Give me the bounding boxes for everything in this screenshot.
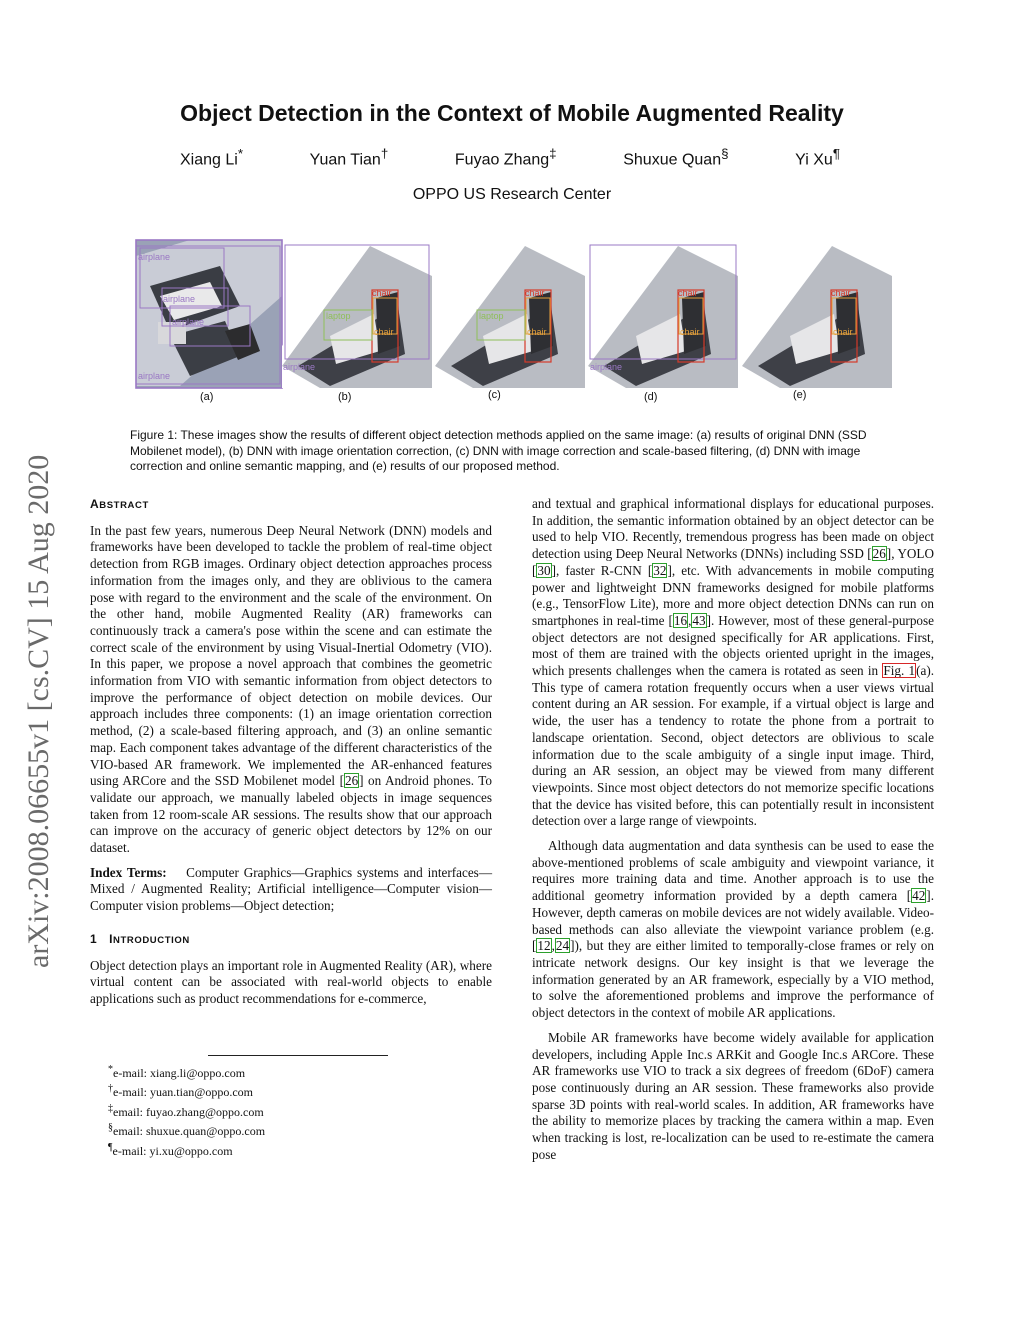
detection-label: chair	[833, 327, 853, 337]
detection-label: chair	[831, 288, 851, 298]
footnotes	[90, 1055, 492, 1159]
figure-reference-link[interactable]: Fig. 1	[883, 663, 916, 679]
paper-title: Object Detection in the Context of Mobile Augmented Reality	[180, 100, 844, 126]
author: Shuxue Quan§	[623, 146, 729, 169]
citation-link[interactable]: 26	[344, 773, 359, 789]
abstract-heading: ABSTRACT	[90, 497, 149, 511]
panel-label: (c)	[488, 389, 501, 401]
citation-link[interactable]: 26	[872, 546, 886, 562]
detection-label: chair	[678, 288, 698, 298]
footnote: ‡email: fuyao.zhang@oppo.com	[108, 1102, 264, 1119]
detection-label: chair	[374, 327, 394, 337]
citation-link[interactable]: 30	[537, 562, 551, 578]
author: Fuyao Zhang‡	[454, 146, 557, 169]
author: Xiang Li*	[180, 146, 244, 169]
abstract-text: In the past few years, numerous Deep Neural Network (DNN) models and frameworks have been developed to tackle the problem of real-time object detection from RGB images. Ordinary object detection approaches process information from the images only, and they are oblivious to the camera pose with regard to the environment and the scale of the environment. On the other hand, mobile Augmented Reality (AR) frameworks can continuously track a camera's pose within the scene and can estimate the correct scale of the environment by using Visual-Inertial Odometry (VIO). In this paper, we propose a novel approach that combines the geometric information from VIO with semantic information from object detectors to improve the performance of object detection on mobile devices. Our approach includes three components: (1) an image orientation correction method, (2) a scale-based filtering approach, and (3) an online semantic map. Each component takes advantage of the different characteristics of the VIO-based AR framework. We implemented the AR-enhanced features using ARCore and the SSD Mobilenet model [26] on Android phones. To validate our approach, we manually labeled objects in image sequences taken from 12 room-scale AR sessions. The results show that our approach can improve on the accuracy of generic object detectors by 12% on our dataset.	[90, 522, 492, 856]
detection-label: airplane	[138, 371, 171, 381]
figure-panel-c	[435, 246, 585, 401]
figure-caption: Figure 1: These images show the results of different object detection methods applied on the same image: (a) results of original DNN (SSD Mobilenet model), (b) DNN with image orientation correction, (c) DNN with image correction and scale-based filtering, (d) DNN with image correction and online semantic mapping, and (e) results of our proposed method.	[130, 428, 867, 473]
figure-panel-d	[588, 245, 738, 403]
panel-label: (e)	[793, 389, 807, 401]
author: Yi Xu¶	[795, 146, 840, 169]
citation-link[interactable]: 32	[653, 562, 667, 578]
arxiv-id-text: arXiv:2008.06655v1 [cs.CV] 15 Aug 2020	[22, 454, 55, 968]
left-column	[90, 496, 492, 1008]
intro-text: Object detection plays an important role in Augmented Reality (AR), where virtual content can be associated with real-world objects to enable applications such as product recommendations for e-commerce,	[90, 957, 492, 1006]
panel-label: (b)	[338, 391, 352, 403]
intro-heading: 1 INTRODUCTION	[90, 931, 190, 946]
detection-label: laptop	[326, 311, 351, 321]
body-paragraph: and textual and graphical informational displays for educational purposes. In addition, the semantic information obtained by an object detector can be used to help VIO. Recently, tremendous progress has been made on object detection using Deep Neural Networks (DNNs) including SSD [26], YOLO [30], faster R-CNN [32], etc. With advancements in mobile computing power and lightweight DNN frameworks designed for mobile platforms (e.g., TensorFlow Lite), more and more object detection DNNs can run on smartphones in real-time [16,43]. However, most of these general-purpose object detectors are not designed specifically for AR applications. First, most of them are trained with the objects oriented upright in the images, which presents challenges when the camera is rotated as seen in Fig. 1(a). This type of camera rotation frequently occurs when a user views virtual content during an AR session. For example, if a virtual object is large and wide, the user has a tendency to rotate the phone from a portrait to landscape orientation. Second, object detectors are oblivious to scale information due to the scale ambiguity of a single input image. Third, during an AR session, an object may be viewed from many different viewpoints. Since most object detectors do not memorize specific locations that the device has visited before, this can potentially result in inconsistent detection over a large range of viewpoints.	[532, 496, 935, 829]
right-column	[532, 496, 934, 1163]
panel-label: (a)	[200, 391, 214, 403]
detection-label: chair	[372, 288, 392, 298]
citation-link[interactable]: 43	[692, 612, 706, 628]
citation-link[interactable]: 16	[673, 612, 688, 628]
detection-label: airplane	[163, 294, 196, 304]
affiliation: OPPO US Research Center	[412, 186, 612, 203]
figure-1	[130, 236, 900, 411]
footnote: §email: shuxue.quan@oppo.com	[108, 1122, 266, 1139]
citation-link[interactable]: 24	[555, 938, 570, 954]
citation-link[interactable]: 42	[912, 888, 926, 904]
detection-label: laptop	[479, 311, 504, 321]
detection-label: airplane	[590, 362, 623, 372]
body-paragraph: Although data augmentation and data synthesis can be used to ease the above-mentioned problems of scale ambiguity and viewpoint variance, it requires more training data and time. Another approach is to use the additional geometry information provided by a depth camera [42]. However, depth cameras on mobile devices are not widely available. Video-based methods can also alleviate the viewpoint variance problem (e.g. [12,24]), but they are either limited to temporally-close frames or rely on intricate network designs. Our key insight is that we leverage the information generated by an AR framework, especially by a VIO method, to solve the aforementioned problems and improve the performance of object detectors in the context of mobile AR applications.	[532, 838, 934, 1021]
footnote: ¶e-mail: yi.xu@oppo.com	[108, 1141, 233, 1158]
detection-label: chair	[680, 327, 700, 337]
citation-link[interactable]: 12	[537, 938, 551, 954]
author-list	[180, 146, 840, 169]
body-paragraph: Mobile AR frameworks have become widely available for application developers, including Apple Inc.s ARKit and Google Inc.s ARCore. These AR frameworks use VIO to track a six degrees of freedom (6DoF) camera pose continuously during an AR session. These frameworks also provide sparse 3D points with real-world scales. In addition, AR frameworks have the ability to memorize places by tracking the camera within a map. Even when tracking is lost, re-localization can be used to re-estimate the camera pose	[532, 1029, 934, 1162]
figure-panel-b	[282, 240, 432, 403]
footnote-rule	[208, 1055, 388, 1056]
arxiv-stamp	[10, 340, 62, 970]
index-terms: Index Terms: Computer Graphics—Graphics systems and interfaces—Mixed / Augmented Reality; Artificial intelligence—Computer vision—Computer vision problems—Object detection;	[90, 864, 493, 914]
detection-label: airplane	[283, 362, 316, 372]
footnote: †e-mail: yuan.tian@oppo.com	[108, 1083, 254, 1100]
detection-label: airplane	[172, 317, 205, 327]
author: Yuan Tian†	[309, 146, 389, 169]
detection-label: chair	[525, 288, 545, 298]
footnote: *e-mail: xiang.li@oppo.com	[108, 1064, 246, 1080]
figure-panel-a	[136, 240, 282, 403]
figure-panel-e	[742, 246, 892, 401]
detection-label: airplane	[138, 252, 171, 262]
detection-label: chair	[527, 327, 547, 337]
panel-label: (d)	[644, 391, 658, 403]
